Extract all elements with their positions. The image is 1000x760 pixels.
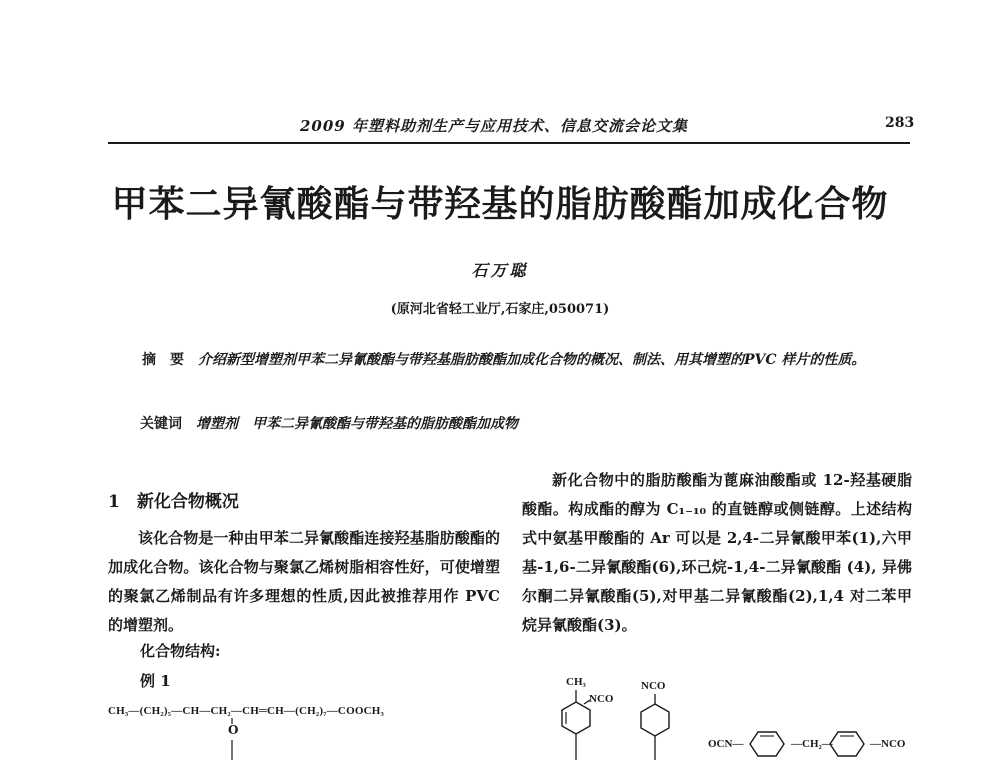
affiliation: (原河北省轻工业厅,石家庄,050071) bbox=[390, 302, 610, 317]
struct1-nco: NCO bbox=[589, 693, 614, 705]
running-header: 2009 年塑料助剂生产与应用技术、信息交流会论文集 bbox=[300, 117, 688, 135]
author: 石万聪 bbox=[471, 261, 529, 280]
header-rule bbox=[108, 142, 910, 144]
diphenylmethane-rings bbox=[742, 728, 882, 760]
body-paragraph: 新化合物中的脂肪酸酯为蓖麻油酸酯或 12-羟基硬脂酸酯。构成酯的醇为 C₁₋₁₀ 的直链醇或侧链醇。上述结构式中氨基甲酸酯的 Ar 可以是 2,4-二异氰酸甲苯(1),六甲基-1,6-二异氰酸酯(6),环己烷-1,4-二异氰酸酯 (4), 异佛尔酮二异氰酸酯(5),对甲基二异氰酸酯(2),1,4 对二苯甲烷异氰酸酯(3)。 bbox=[522, 471, 912, 634]
paper-title: 甲苯二异氰酸酯与带羟基的脂肪酸酯加成化合物 bbox=[111, 183, 889, 225]
struct3-ch2: —CH₂— bbox=[791, 738, 833, 750]
abstract-label: 摘要 bbox=[142, 352, 198, 368]
formula-bonds bbox=[220, 718, 240, 760]
struct3-ocn: OCN— bbox=[708, 738, 744, 750]
formula-oxygen: O bbox=[228, 723, 239, 737]
body-paragraph: 该化合物是一种由甲苯二异氰酸酯连接羟基脂肪酸酯的加成化合物。该化合物与聚氯乙烯树脂相容性好，可使增塑的聚氯乙烯制品有许多理想的性质,因此被推荐用作 PVC 的增塑剂。 bbox=[108, 529, 500, 634]
benzene-ring-1 bbox=[552, 690, 602, 760]
abstract-text: 介绍新型增塑剂甲苯二异氰酸酯与带羟基脂肪酸酯加成化合物的概况、制法、用其增塑的PVC 样片的性质。 bbox=[198, 352, 866, 368]
example-label: 例 1 bbox=[140, 672, 171, 690]
struct2-nco: NCO bbox=[641, 680, 666, 692]
page-number: 283 bbox=[885, 115, 915, 131]
keywords-label: 关键词 bbox=[140, 416, 182, 432]
left-column-paragraph bbox=[108, 524, 500, 640]
section-heading: 1 新化合物概况 bbox=[108, 492, 239, 512]
struct1-ch3: CH₃ bbox=[566, 676, 586, 688]
keywords-text: 增塑剂 甲苯二异氰酸酯与带羟基的脂肪酸酯加成物 bbox=[196, 416, 518, 432]
right-column-paragraph bbox=[522, 466, 912, 640]
chemical-formula: CH₃—(CH₂)₅—CH—CH₂—CH═CH—(CH₂)₇—COOCH₃ bbox=[108, 705, 384, 717]
keywords bbox=[140, 413, 910, 433]
struct3-nco: —NCO bbox=[870, 738, 906, 750]
structure-label: 化合物结构: bbox=[140, 642, 221, 660]
benzene-ring-2 bbox=[631, 694, 681, 760]
abstract bbox=[108, 346, 908, 375]
